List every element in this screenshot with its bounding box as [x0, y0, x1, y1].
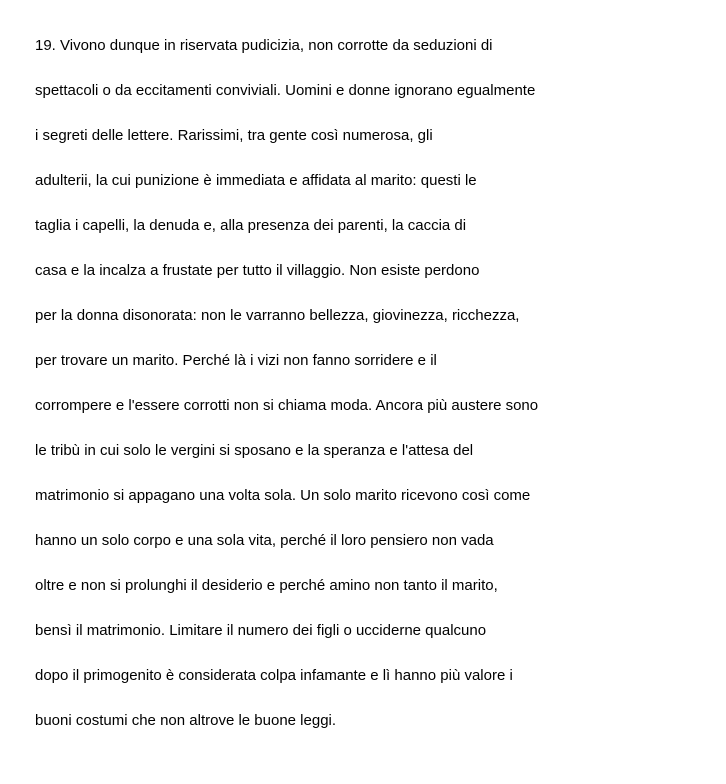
text-line: hanno un solo corpo e una sola vita, perché il loro pensiero non vada: [35, 532, 494, 549]
text-line: spettacoli o da eccitamenti conviviali. Uomini e donne ignorano egualmente: [35, 82, 536, 99]
text-line: corrompere e l'essere corrotti non si chiama moda. Ancora più austere sono: [35, 397, 539, 414]
text-line: adulterii, la cui punizione è immediata e affidata al marito: questi le: [35, 172, 477, 189]
text-line: taglia i capelli, la denuda e, alla presenza dei parenti, la caccia di: [35, 217, 467, 234]
text-line: per la donna disonorata: non le varranno bellezza, giovinezza, ricchezza,: [35, 307, 520, 324]
text-line: matrimonio si appagano una volta sola. Un solo marito ricevono così come: [35, 487, 531, 504]
text-line: casa e la incalza a frustate per tutto il villaggio. Non esiste perdono: [35, 262, 480, 279]
text-line: buoni costumi che non altrove le buone leggi.: [35, 712, 337, 729]
text-line: le tribù in cui solo le vergini si sposano e la speranza e l'attesa del: [35, 442, 474, 459]
text-line: per trovare un marito. Perché là i vizi non fanno sorridere e il: [35, 352, 437, 369]
text-line: dopo il primogenito è considerata colpa infamante e lì hanno più valore i: [35, 667, 513, 684]
text-line: bensì il matrimonio. Limitare il numero dei figli o ucciderne qualcuno: [35, 622, 487, 639]
text-line: i segreti delle lettere. Rarissimi, tra gente così numerosa, gli: [35, 127, 433, 144]
text-line: oltre e non si prolunghi il desiderio e perché amino non tanto il marito,: [35, 577, 498, 594]
text-line: 19. Vivono dunque in riservata pudicizia, non corrotte da seduzioni di: [35, 37, 493, 54]
